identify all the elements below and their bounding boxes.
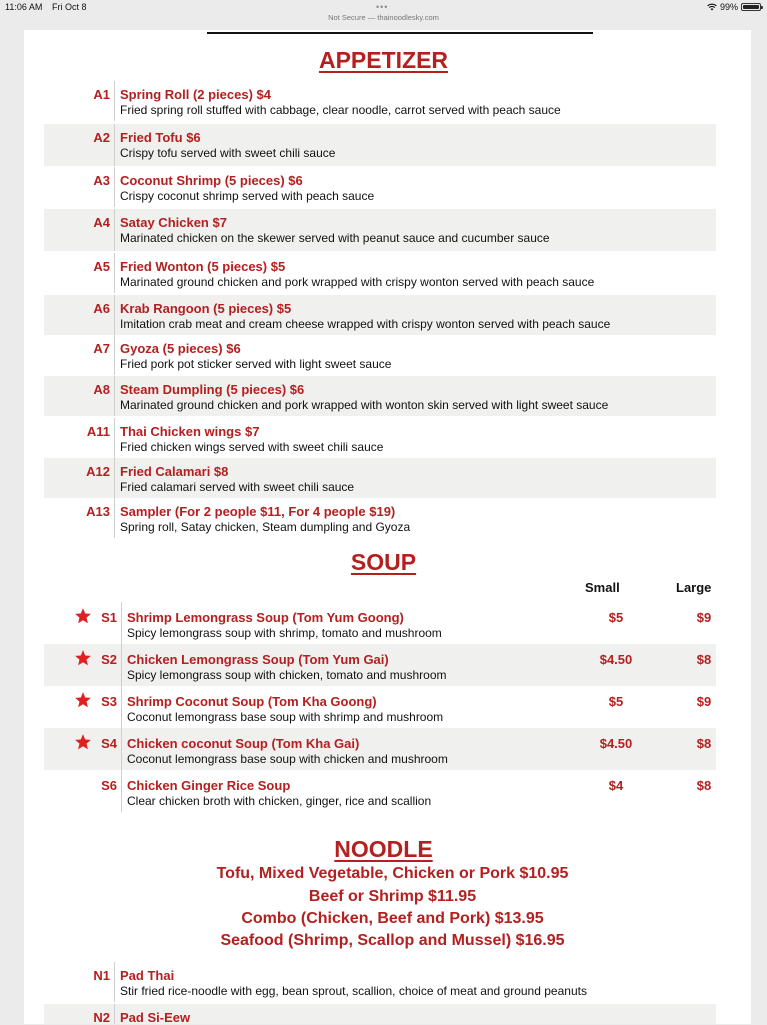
item-code: A3 <box>93 173 110 188</box>
row-divider <box>114 167 115 207</box>
row-divider <box>114 1004 115 1024</box>
item-code: A1 <box>93 87 110 102</box>
item-code: S1 <box>101 610 117 625</box>
noodle-heading: NOODLE <box>334 836 433 862</box>
row-divider <box>121 602 122 644</box>
item-description: Crispy coconut shrimp served with peach sauce <box>120 189 375 203</box>
item-description: Stir fried rice-noodle with egg, bean sprout, scallion, choice of meat and ground peanuts <box>120 984 587 998</box>
noodle-item-row <box>44 1004 716 1024</box>
item-name-price: Fried Calamari $8 <box>120 464 229 479</box>
item-description: Fried pork pot sticker served with light sweet sauce <box>120 357 392 371</box>
row-divider <box>121 770 122 812</box>
item-name-price: Steam Dumpling (5 pieces) $6 <box>120 382 305 397</box>
row-divider <box>121 644 122 686</box>
address-bar[interactable]: Not Secure — thainoodlesky.com <box>328 13 439 22</box>
menu-item-row <box>44 458 716 498</box>
appetizer-heading: APPETIZER <box>318 47 449 73</box>
item-description: Fried spring roll stuffed with cabbage, clear noodle, carrot served with peach sauce <box>120 103 561 117</box>
soup-item-row <box>44 728 716 770</box>
battery-percent: 99% <box>719 2 738 12</box>
price-small: $5 <box>608 610 624 625</box>
soup-item-row <box>44 770 716 812</box>
item-name-price: Spring Roll (2 pieces) $4 <box>120 87 271 102</box>
item-description: Fried calamari served with sweet chili sauce <box>120 480 355 494</box>
item-description: Marinated ground chicken and pork wrapped with wonton skin served with light sweet sauce <box>120 398 609 412</box>
top-divider <box>207 32 593 34</box>
item-code: A4 <box>93 215 110 230</box>
item-code: A11 <box>86 424 110 439</box>
item-code: S6 <box>101 778 117 793</box>
item-code: A7 <box>93 341 110 356</box>
price-small: $4.50 <box>599 652 633 667</box>
item-name: Pad Si-Eew <box>120 1010 191 1025</box>
row-divider <box>114 295 115 335</box>
item-name-price: Fried Tofu $6 <box>120 130 201 145</box>
item-name-price: Sampler (For 2 people $11, For 4 people $19) <box>120 504 396 519</box>
item-description: Coconut lemongrass base soup with shrimp and mushroom <box>127 710 444 724</box>
row-divider <box>114 209 115 251</box>
row-divider <box>114 81 115 121</box>
row-divider <box>121 686 122 728</box>
item-name-price: Fried Wonton (5 pieces) $5 <box>120 259 286 274</box>
menu-item-row <box>44 418 716 458</box>
item-description: Crispy tofu served with sweet chili sauce <box>120 146 336 160</box>
noodle-item-row <box>44 962 716 1002</box>
menu-item-row <box>44 81 716 121</box>
price-small: $5 <box>608 694 624 709</box>
item-code: S3 <box>101 694 117 709</box>
item-description: Spicy lemongrass soup with shrimp, tomato and mushroom <box>127 626 442 640</box>
item-code: A2 <box>93 130 110 145</box>
item-name: Chicken coconut Soup (Tom Kha Gai) <box>127 736 360 751</box>
item-name-price: Thai Chicken wings $7 <box>120 424 260 439</box>
item-code: A12 <box>86 464 110 479</box>
menu-item-row <box>44 376 716 416</box>
item-code: A8 <box>93 382 110 397</box>
soup-item-row <box>44 686 716 728</box>
item-code: N2 <box>93 1010 110 1025</box>
wifi-icon <box>707 3 717 11</box>
item-code: A13 <box>86 504 110 519</box>
battery-level <box>743 5 759 9</box>
soup-item-row <box>44 644 716 686</box>
tab-overview-dots-icon[interactable]: ••• <box>376 2 389 12</box>
item-name-price: Gyoza (5 pieces) $6 <box>120 341 241 356</box>
item-description: Marinated chicken on the skewer served with peanut sauce and cucumber sauce <box>120 231 550 245</box>
noodle-price-line: Tofu, Mixed Vegetable, Chicken or Pork $10.95 <box>216 865 569 882</box>
item-name: Shrimp Coconut Soup (Tom Kha Goong) <box>127 694 377 709</box>
menu-item-row <box>44 295 716 335</box>
price-large: $8 <box>696 736 712 751</box>
row-divider <box>114 498 115 538</box>
item-name: Chicken Ginger Rice Soup <box>127 778 291 793</box>
noodle-price-line: Combo (Chicken, Beef and Pork) $13.95 <box>241 910 544 927</box>
soup-col-small: Small <box>585 580 620 595</box>
item-description: Marinated ground chicken and pork wrapped with crispy wonton served with peach sauce <box>120 275 595 289</box>
price-large: $9 <box>696 610 712 625</box>
menu-item-row <box>44 253 716 293</box>
item-description: Spring roll, Satay chicken, Steam dumpling and Gyoza <box>120 520 411 534</box>
price-small: $4.50 <box>599 736 633 751</box>
item-name-price: Krab Rangoon (5 pieces) $5 <box>120 301 292 316</box>
row-divider <box>114 124 115 166</box>
soup-item-row <box>44 602 716 644</box>
menu-item-row <box>44 167 716 207</box>
item-code: S4 <box>101 736 117 751</box>
soup-heading: SOUP <box>350 549 417 575</box>
item-description: Imitation crab meat and cream cheese wrapped with crispy wonton served with peach sauce <box>120 317 611 331</box>
item-name-price: Coconut Shrimp (5 pieces) $6 <box>120 173 303 188</box>
item-name: Pad Thai <box>120 968 175 983</box>
row-divider <box>114 418 115 458</box>
price-large: $9 <box>696 694 712 709</box>
item-code: A5 <box>93 259 110 274</box>
item-code: S2 <box>101 652 117 667</box>
item-code: N1 <box>93 968 110 983</box>
item-description: Fried chicken wings served with sweet chili sauce <box>120 440 384 454</box>
menu-item-row <box>44 209 716 251</box>
row-divider <box>114 335 115 375</box>
row-divider <box>121 728 122 770</box>
price-small: $4 <box>608 778 624 793</box>
row-divider <box>114 376 115 416</box>
item-name: Shrimp Lemongrass Soup (Tom Yum Goong) <box>127 610 404 625</box>
status-bar <box>0 0 767 14</box>
status-date: Fri Oct 8 <box>52 2 87 12</box>
noodle-price-line: Beef or Shrimp $11.95 <box>308 888 477 905</box>
item-description: Spicy lemongrass soup with chicken, tomato and mushroom <box>127 668 447 682</box>
price-large: $8 <box>696 652 712 667</box>
menu-item-row <box>44 124 716 166</box>
row-divider <box>114 458 115 498</box>
price-large: $8 <box>696 778 712 793</box>
menu-item-row <box>44 335 716 375</box>
menu-item-row <box>44 498 716 538</box>
soup-col-large: Large <box>676 580 712 595</box>
item-name-price: Satay Chicken $7 <box>120 215 227 230</box>
item-code: A6 <box>93 301 110 316</box>
status-time: 11:06 AM <box>5 2 43 12</box>
row-divider <box>114 962 115 1002</box>
item-description: Coconut lemongrass base soup with chicken and mushroom <box>127 752 448 766</box>
item-description: Clear chicken broth with chicken, ginger, rice and scallion <box>127 794 432 808</box>
noodle-price-line: Seafood (Shrimp, Scallop and Mussel) $16.95 <box>220 932 565 949</box>
item-name: Chicken Lemongrass Soup (Tom Yum Gai) <box>127 652 389 667</box>
battery-icon <box>741 3 761 11</box>
row-divider <box>114 253 115 293</box>
